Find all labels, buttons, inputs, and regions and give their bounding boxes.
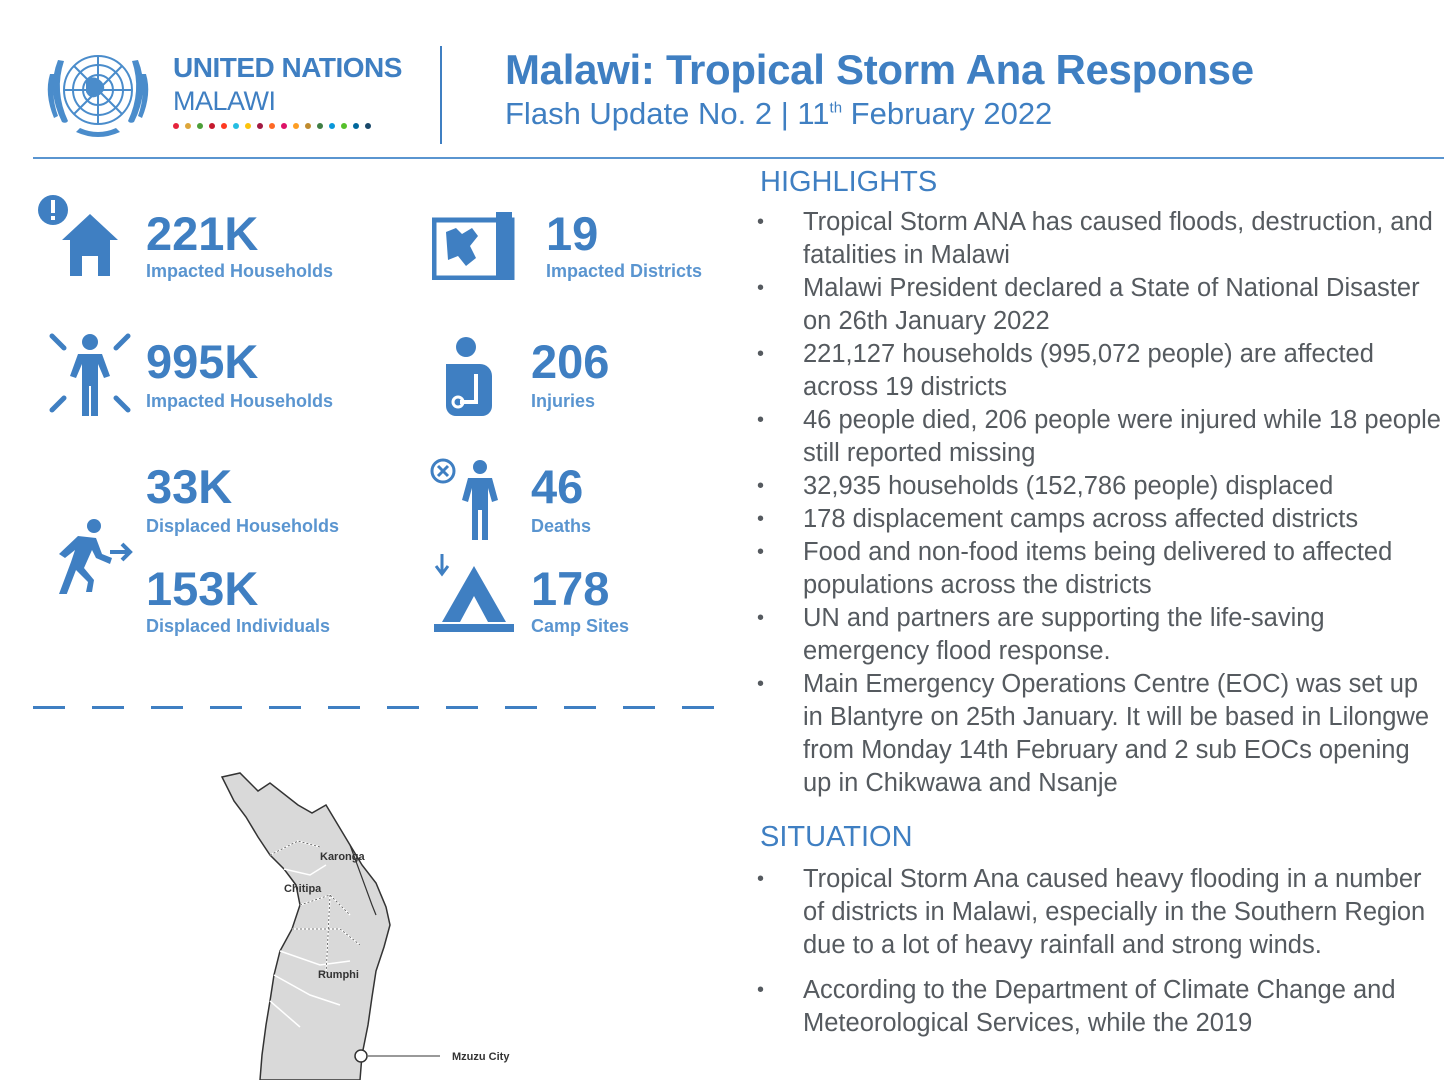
sdg-dot (245, 123, 251, 129)
fig-value-displaced-individuals: 153K (146, 562, 259, 615)
sdg-dot (305, 123, 311, 129)
org-country: MALAWI (173, 86, 276, 116)
sdg-dot (233, 123, 239, 129)
sdg-dot (197, 123, 203, 129)
sdg-dot (353, 123, 359, 129)
person-affected-icon (48, 332, 132, 423)
fig-value-impacted-households: 221K (146, 207, 259, 260)
sdg-dot (173, 123, 179, 129)
sdg-dot (293, 123, 299, 129)
fig-value-displaced-households: 33K (146, 460, 233, 513)
dashed-separator (33, 706, 723, 709)
highlight-item: • Main Emergency Operations Centre (EOC) was set up in Blantyre on 25th January. It will be based in Lilongwe from Monday 14th February and 2 sub EOCs opening up in Chikwawa and Nsanje (757, 668, 1442, 800)
displaced-person-icon (48, 518, 134, 599)
sdg-dot (221, 123, 227, 129)
org-name: UNITED NATIONS (173, 52, 402, 83)
sdg-dot (329, 123, 335, 129)
highlight-item: • 178 displacement camps across affected districts (757, 503, 1442, 536)
sdg-dot (269, 123, 275, 129)
highlight-item: • UN and partners are supporting the life-saving emergency flood response. (757, 602, 1442, 668)
map-label-chitipa: Chitipa (284, 883, 322, 895)
map-label-rumphi: Rumphi (318, 969, 359, 981)
situation-list (757, 863, 1442, 1040)
malawi-district-map (200, 765, 560, 1080)
situation-item: • Tropical Storm Ana caused heavy flooding in a number of districts in Malawi, especially in the Southern Region due to a lot of heavy rainfall and strong winds. (757, 863, 1442, 962)
document-subtitle (505, 96, 1052, 132)
fig-value-impacted-districts: 19 (546, 207, 599, 260)
fig-label-camp-sites: Camp Sites (531, 616, 630, 636)
sdg-dot (257, 123, 263, 129)
house-alert-icon (36, 194, 120, 283)
highlights-heading: HIGHLIGHTS (760, 166, 938, 198)
sdg-dot (341, 123, 347, 129)
highlight-item: • Tropical Storm ANA has caused floods, destruction, and fatalities in Malawi (757, 206, 1442, 272)
document-title: Malawi: Tropical Storm Ana Response (505, 46, 1254, 93)
subtitle-superscript: th (829, 99, 843, 117)
subtitle-prefix: Flash Update No. 2 | 11 (505, 96, 830, 131)
map-label-karonga: Karonga (320, 851, 365, 863)
death-person-icon (430, 458, 506, 547)
highlights-list (757, 206, 1442, 800)
header-rule (33, 157, 1444, 159)
sdg-dot (281, 123, 287, 129)
fig-value-injuries: 206 (531, 335, 610, 388)
situation-item: • According to the Department of Climate Change and Meteorological Services, while the 2019 (757, 974, 1442, 1040)
fig-value-deaths: 46 (531, 460, 584, 513)
fig-label-displaced-individuals: Displaced Individuals (146, 616, 331, 636)
district-map-icon (432, 210, 516, 285)
map-country-outline (222, 773, 390, 1080)
highlight-item: • 221,127 households (995,072 people) are affected across 19 districts (757, 338, 1442, 404)
highlight-item: • Malawi President declared a State of National Disaster on 26th January 2022 (757, 272, 1442, 338)
un-emblem-logo (36, 40, 160, 144)
situation-heading: SITUATION (760, 821, 913, 853)
camp-tent-icon (432, 552, 516, 641)
header-divider (440, 46, 442, 144)
sdg-dot (185, 123, 191, 129)
fig-label-impacted-people: Impacted Households (146, 391, 334, 411)
fig-label-impacted-districts: Impacted Districts (546, 261, 703, 281)
sdg-dot (209, 123, 215, 129)
sdg-dot (365, 123, 371, 129)
fig-label-deaths: Deaths (531, 516, 592, 536)
fig-label-injuries: Injuries (531, 391, 596, 411)
highlight-item: • 32,935 households (152,786 people) displaced (757, 470, 1442, 503)
sdg-dot (317, 123, 323, 129)
sdg-color-dots (173, 123, 371, 129)
highlight-item: • 46 people died, 206 people were injured while 18 people still reported missing (757, 404, 1442, 470)
subtitle-suffix: February 2022 (842, 96, 1053, 131)
fig-label-impacted-households: Impacted Households (146, 261, 334, 281)
fig-label-displaced-households: Displaced Households (146, 516, 340, 536)
fig-value-impacted-people: 995K (146, 335, 259, 388)
injured-person-icon (440, 336, 496, 425)
fig-value-camp-sites: 178 (531, 562, 610, 615)
map-label-mzuzu-city: Mzuzu City (452, 1051, 510, 1063)
highlight-item: • Food and non-food items being delivered to affected populations across the districts (757, 536, 1442, 602)
